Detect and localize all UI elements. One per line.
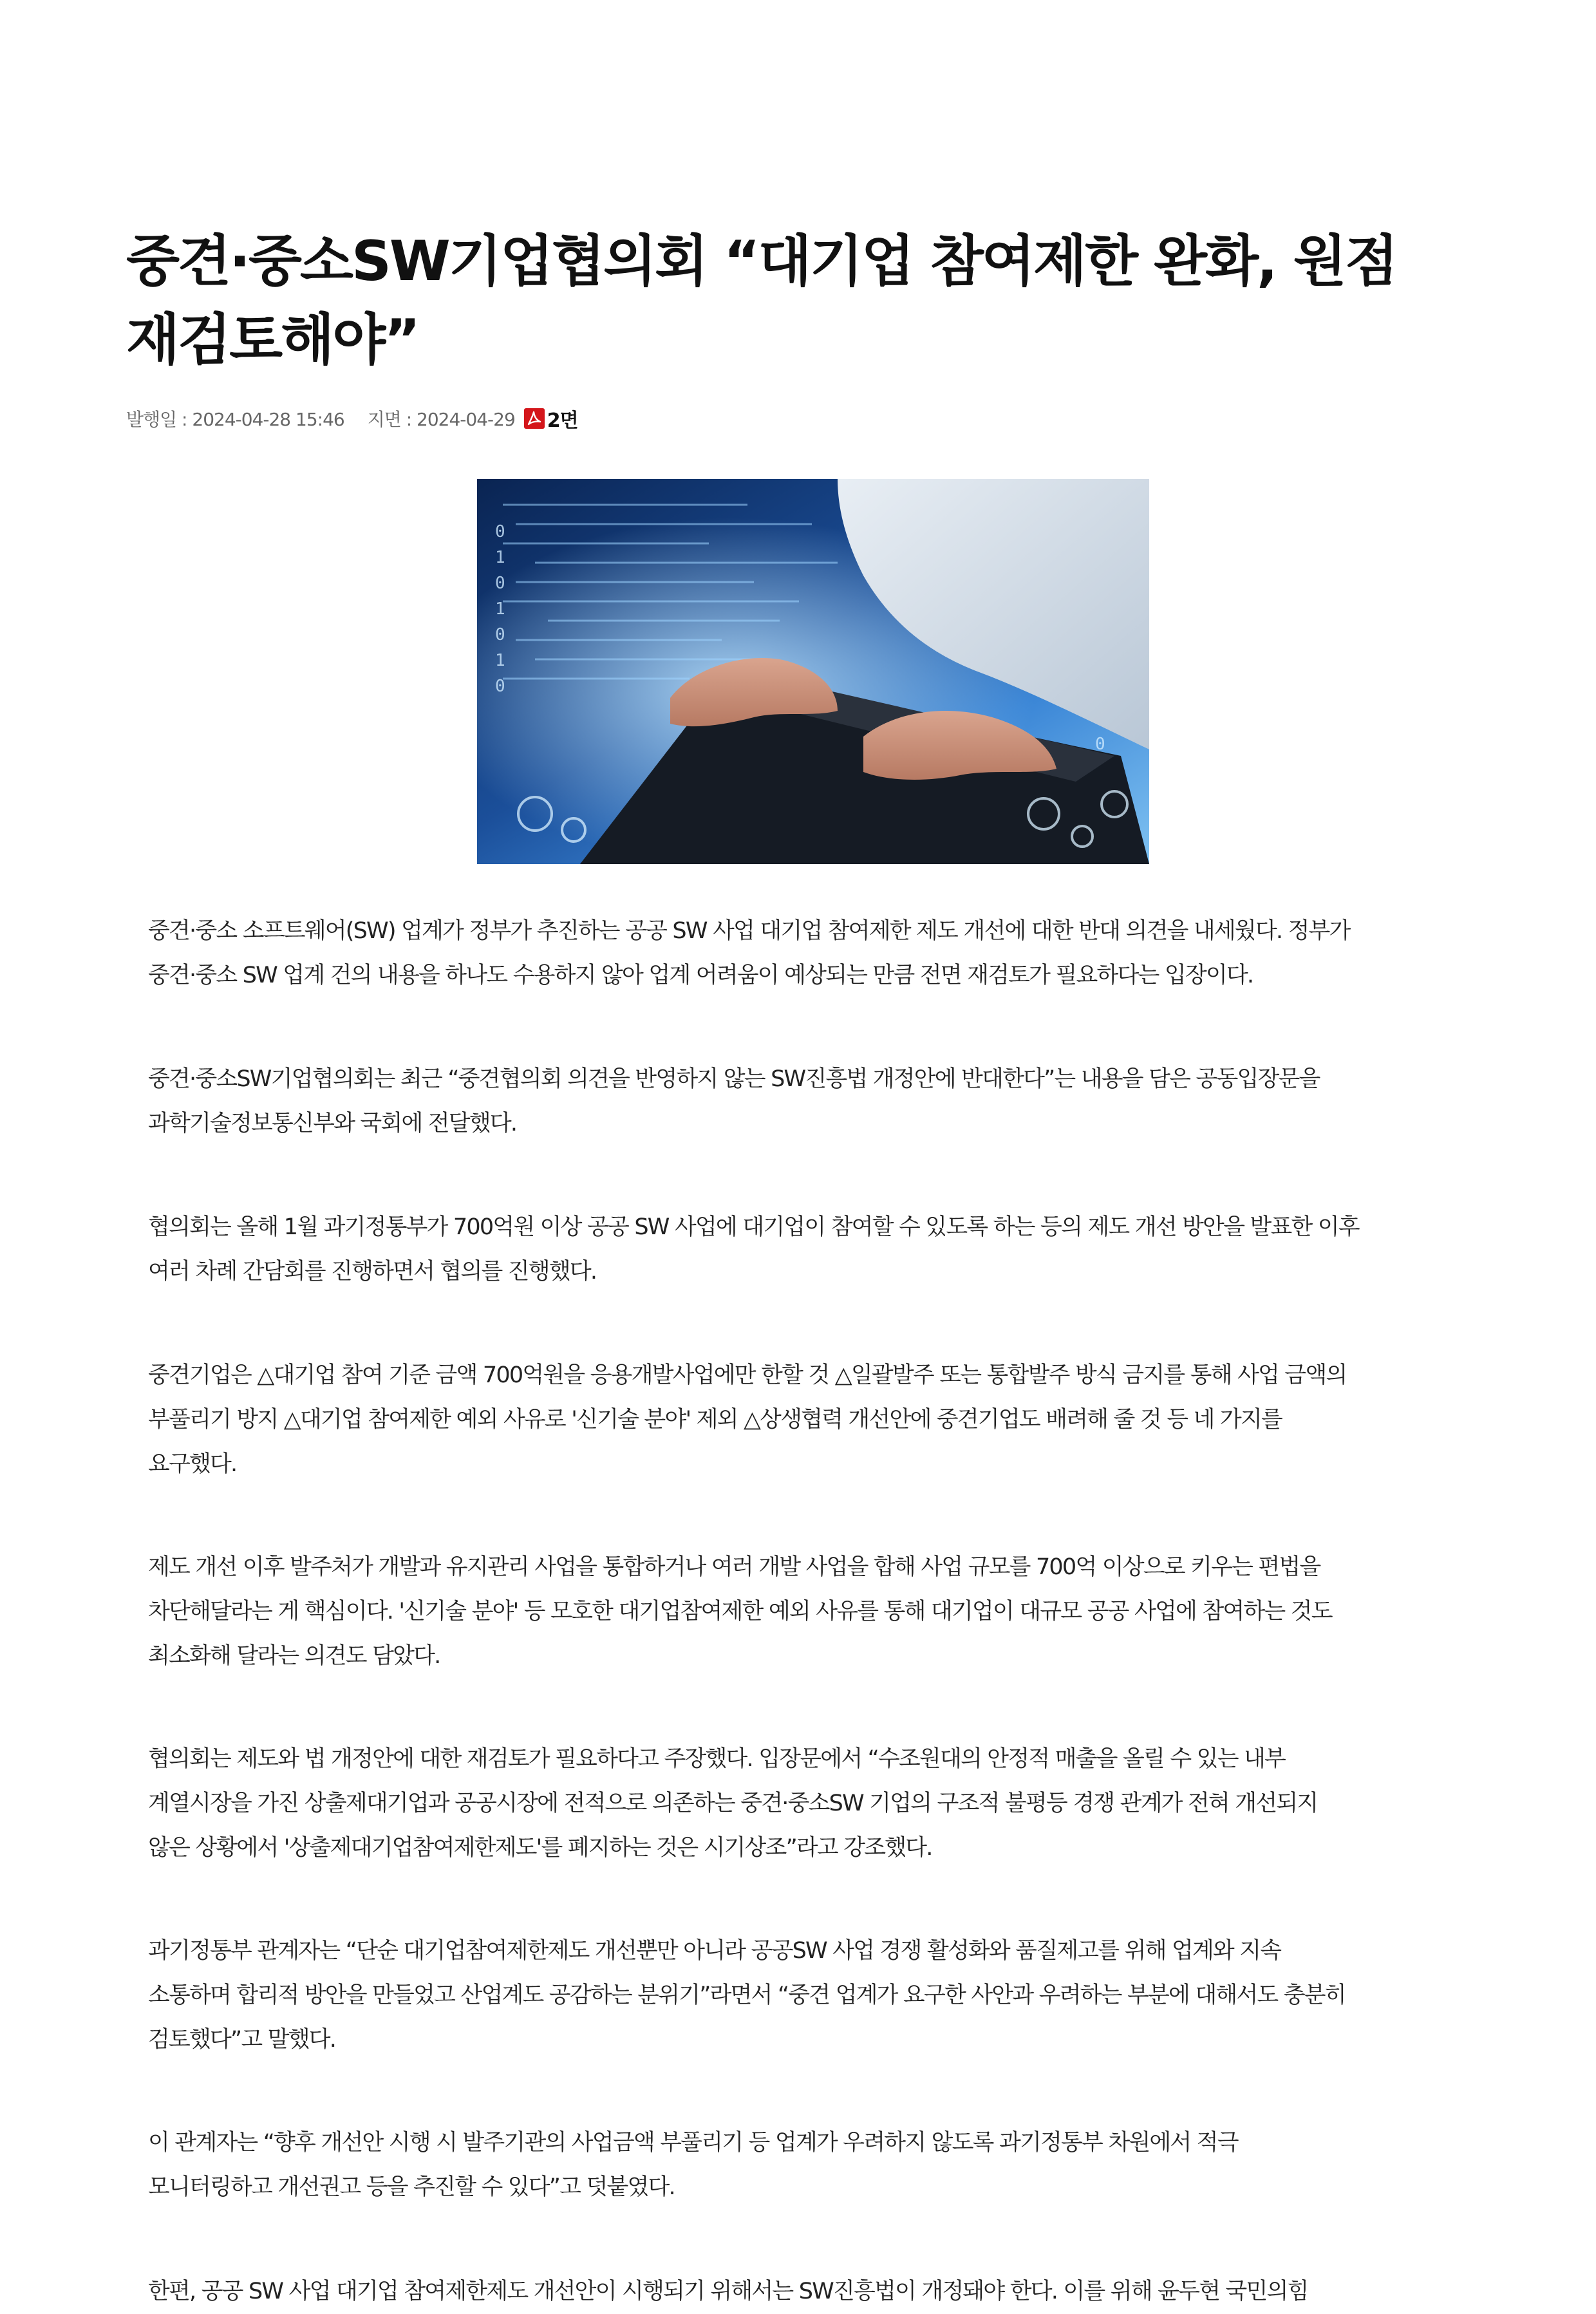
paragraph-line: 않은 상황에서 '상출제대기업참여제한제도'를 폐지하는 것은 시기상조”라고 강조했다.	[148, 1835, 932, 1861]
paragraph-line: 검토했다”고 말했다.	[148, 2027, 336, 2053]
hero-illustration	[477, 479, 1149, 864]
paragraph-line: 최소화해 달라는 의견도 담았다.	[148, 1643, 440, 1669]
published-date: 발행일 : 2024-04-28 15:46	[126, 409, 344, 430]
svg-text:0: 0	[495, 522, 505, 541]
paragraph-line: 한편, 공공 SW 사업 대기업 참여제한제도 개선안이 시행되기 위해서는 SW진흥법이 개정돼야 한다. 이를 위해 윤두현 국민의힘	[148, 2279, 1308, 2304]
paragraph-line: 여러 차례 간담회를 진행하면서 협의를 진행했다.	[148, 1259, 597, 1284]
paragraph-line: 모니터링하고 개선권고 등을 추진할 수 있다”고 덧붙였다.	[148, 2174, 675, 2200]
paragraph-line: 차단해달라는 게 핵심이다. '신기술 분야' 등 모호한 대기업참여제한 예외 사유를 통해 대기업이 대규모 공공 사업에 참여하는 것도	[148, 1599, 1332, 1624]
paragraph-line: 부풀리기 방지 △대기업 참여제한 예외 사유로 '신기술 분야' 제외 △상생협력 개선안에 중견기업도 배려해 줄 것 등 네 가지를	[148, 1407, 1282, 1433]
paragraph	[148, 1545, 1332, 1679]
paragraph-line: 계열시장을 가진 상출제대기업과 공공시장에 전적으로 의존하는 중견·중소SW 기업의 구조적 불평등 경쟁 관계가 전혀 개선되지	[148, 1791, 1318, 1816]
svg-text:0: 0	[1095, 735, 1105, 754]
paragraph	[148, 1929, 1346, 2062]
paragraph	[148, 1057, 1320, 1146]
svg-text:1: 1	[495, 651, 505, 670]
print-page-date: 지면 : 2024-04-29	[367, 409, 515, 430]
paragraph-line: 과학기술정보통신부와 국회에 전달했다.	[148, 1111, 517, 1136]
headline-line: 재검토해야”	[126, 308, 418, 372]
paragraph-line: 중견·중소 소프트웨어(SW) 업계가 정부가 추진하는 공공 SW 사업 대기업 참여제한 제도 개선에 대한 반대 의견을 내세웠다. 정부가	[148, 918, 1350, 944]
pdf-icon-glyph	[526, 410, 543, 427]
paragraph-line: 중견기업은 △대기업 참여 기준 금액 700억원을 응용개발사업에만 한할 것 △일괄발주 또는 통합발주 방식 금지를 통해 사업 금액의	[148, 1362, 1347, 1388]
svg-text:1: 1	[495, 548, 505, 567]
article-meta	[126, 404, 578, 433]
paragraph	[148, 2121, 1238, 2210]
svg-text:0: 0	[495, 677, 505, 696]
headline-line: 중견·중소SW기업협의회 “대기업 참여제한 완화, 원점	[126, 229, 1396, 294]
paragraph-line: 과기정통부 관계자는 “단순 대기업참여제한제도 개선뿐만 아니라 공공SW 사업 경쟁 활성화와 품질제고를 위해 업계와 지속	[148, 1938, 1281, 1964]
paragraph-line: 소통하며 합리적 방안을 만들었고 산업계도 공감하는 분위기”라면서 “중견 업계가 요구한 사안과 우려하는 부분에 대해서도 충분히	[148, 1982, 1346, 2008]
pdf-icon[interactable]	[524, 408, 545, 429]
paragraph	[148, 1205, 1359, 1294]
paragraph	[148, 2270, 1308, 2314]
paragraph-line: 제도 개선 이후 발주처가 개발과 유지관리 사업을 통합하거나 여러 개발 사업을 합해 사업 규모를 700억 이상으로 키우는 편법을	[148, 1554, 1320, 1580]
paragraph-line: 중견·중소 SW 업계 건의 내용을 하나도 수용하지 않아 업계 어려움이 예상되는 만큼 전면 재검토가 필요하다는 입장이다.	[148, 963, 1253, 988]
paragraph	[148, 909, 1350, 998]
svg-text:0: 0	[495, 625, 505, 644]
paragraph-line: 이 관계자는 “향후 개선안 시행 시 발주기관의 사업금액 부풀리기 등 업계가 우려하지 않도록 과기정통부 차원에서 적극	[148, 2130, 1238, 2156]
print-page-link[interactable]: 2면	[547, 409, 578, 432]
headline	[126, 222, 1478, 379]
paragraph-line: 협의회는 올해 1월 과기정통부가 700억원 이상 공공 SW 사업에 대기업이 참여할 수 있도록 하는 등의 제도 개선 방안을 발표한 이후	[148, 1214, 1359, 1240]
paragraph-line: 협의회는 제도와 법 개정안에 대한 재검토가 필요하다고 주장했다. 입장문에서 “수조원대의 안정적 매출을 올릴 수 있는 내부	[148, 1746, 1286, 1772]
svg-text:1: 1	[495, 599, 505, 619]
svg-text:0: 0	[495, 574, 505, 593]
paragraph	[148, 1737, 1317, 1870]
paragraph-line: 요구했다.	[148, 1451, 237, 1477]
paragraph-line: 중견·중소SW기업협의회는 최근 “중견협의회 의견을 반영하지 않는 SW진흥법 개정안에 반대한다”는 내용을 담은 공동입장문을	[148, 1066, 1320, 1092]
paragraph	[148, 1353, 1346, 1487]
hero-image	[477, 479, 1149, 864]
